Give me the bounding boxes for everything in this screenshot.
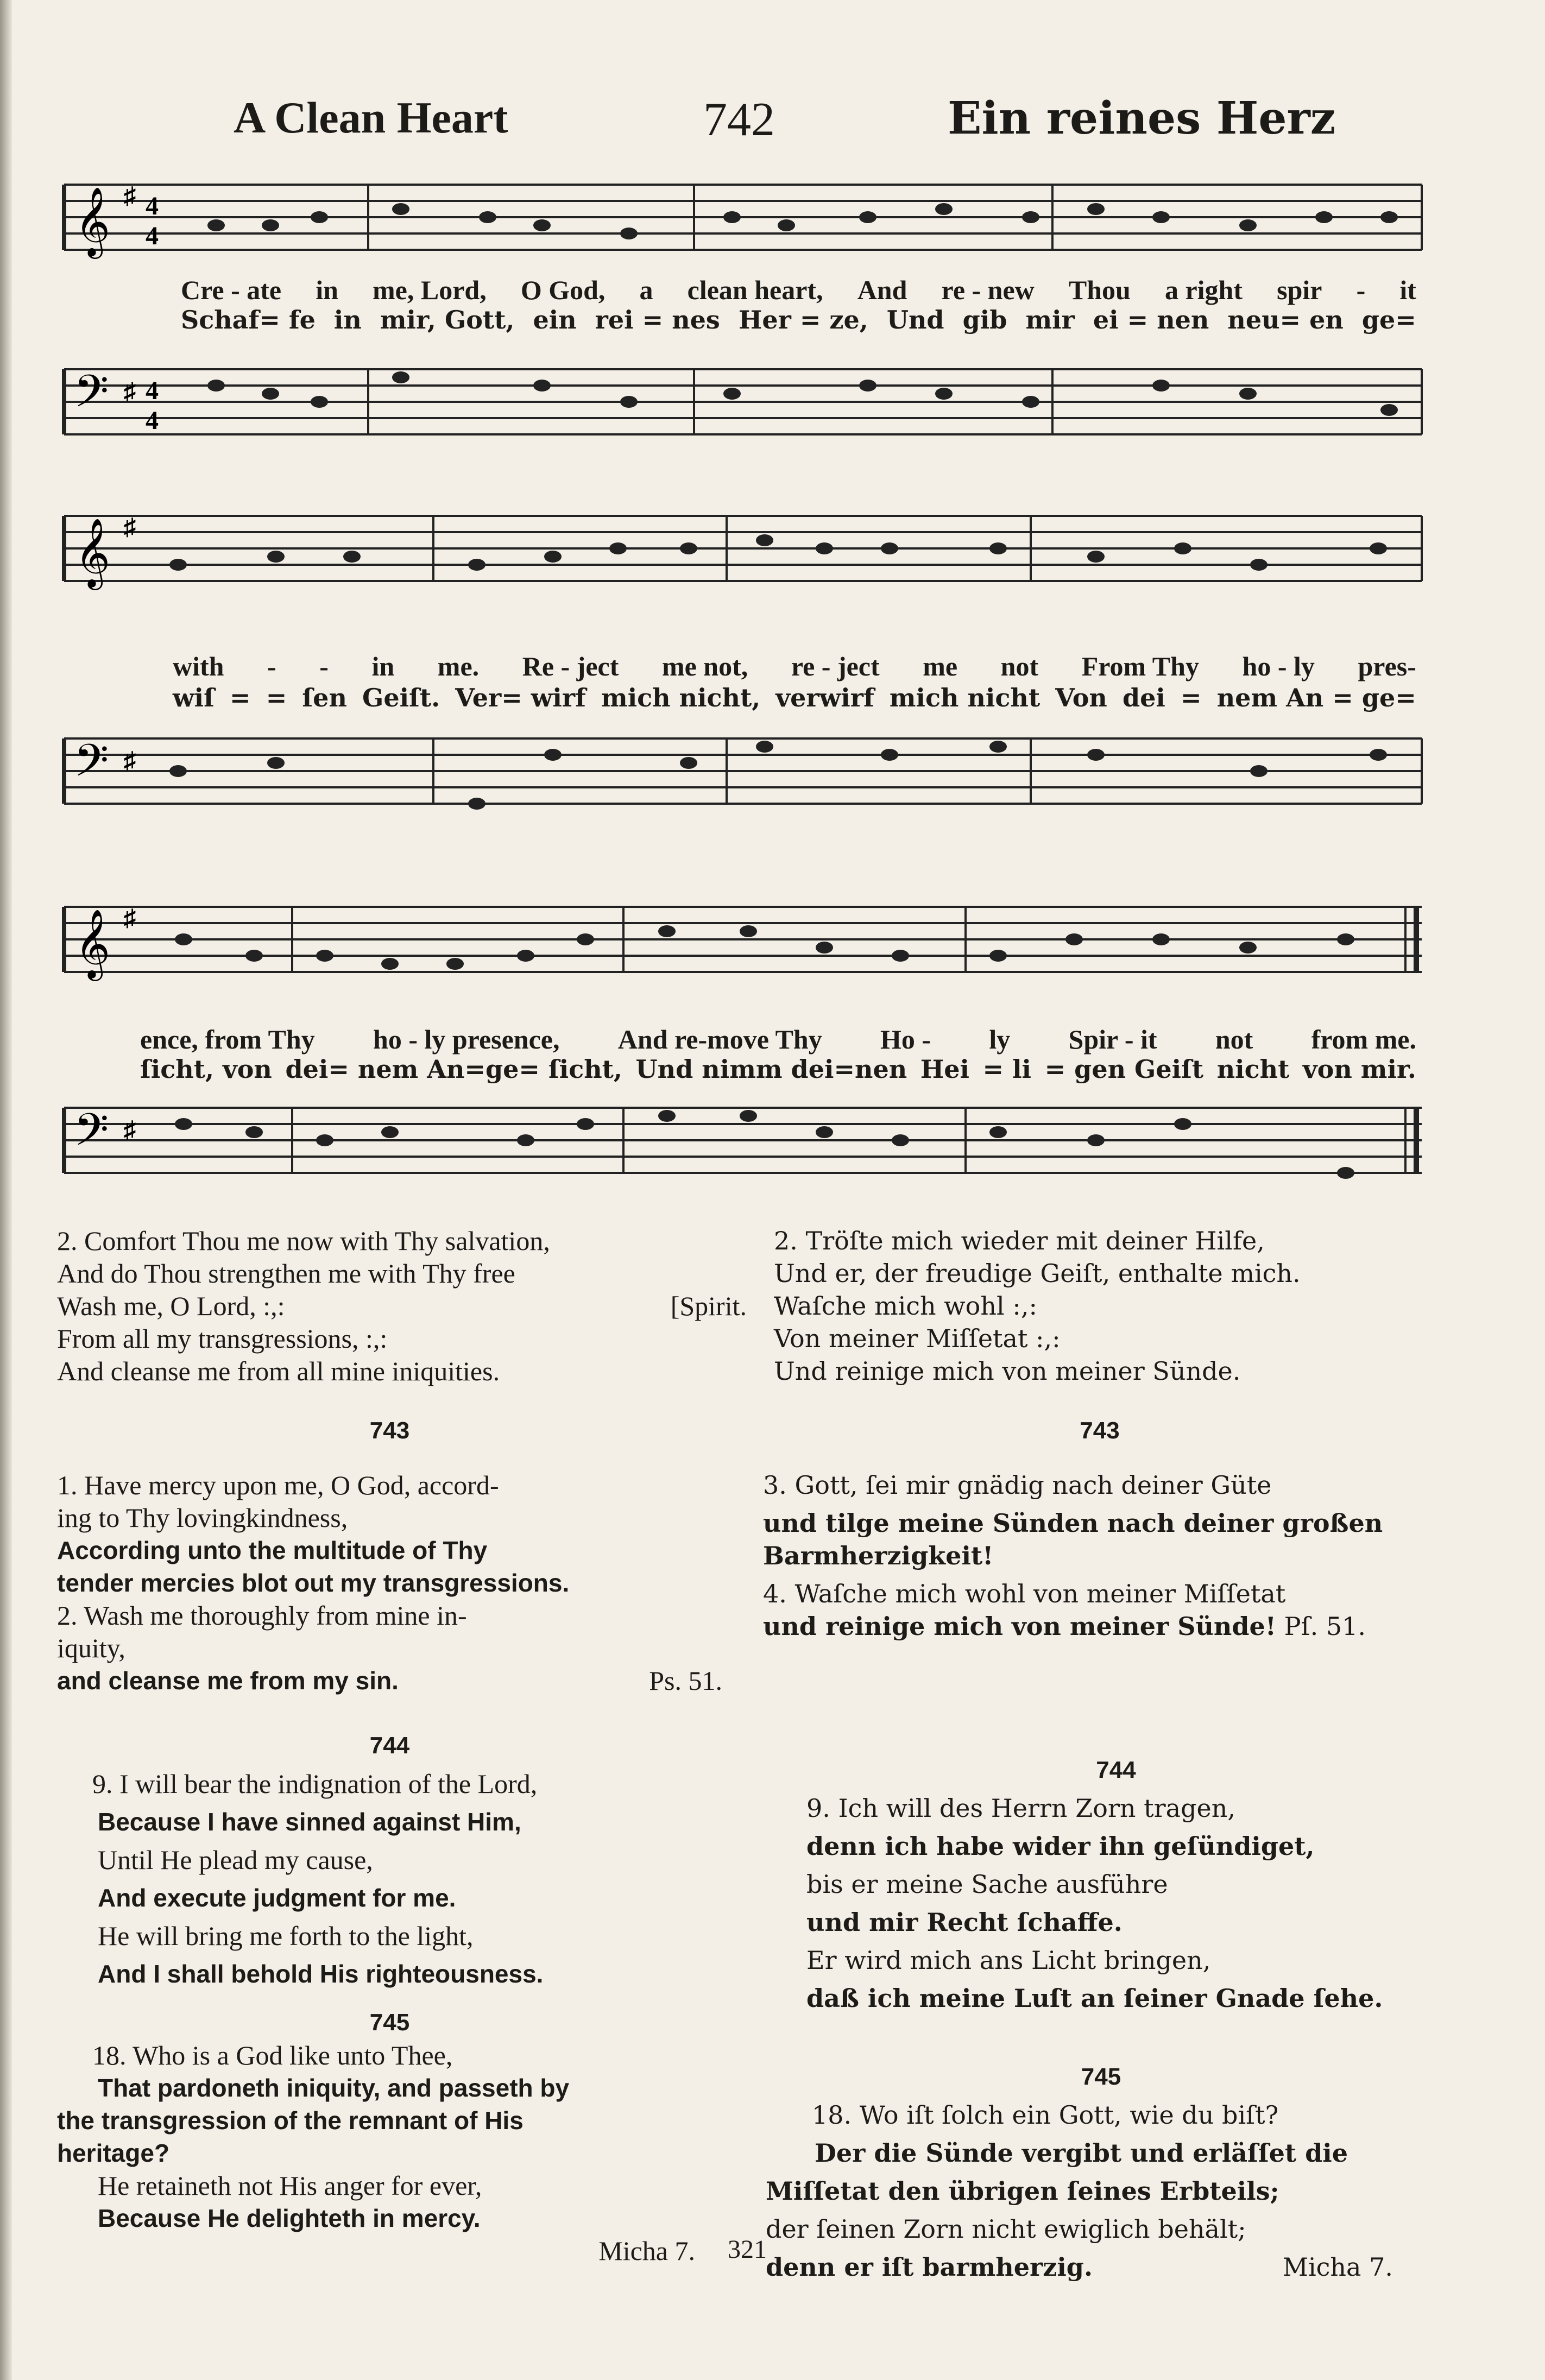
svg-text:♯: ♯ <box>124 1116 136 1143</box>
reading-745-german: 745 18. Wo iſt ſolch ein Gott, wie du biſt? Der die Sünde vergibt und erläſſet die Miſſetat den übrigen ſeines Erbteils; der ſeinen Zorn nicht ewiglich behält; denn er iſt barmherzig. Micha 7. <box>766 2058 1436 2286</box>
reading-745-english: 745 18. Who is a God like unto Thee, That pardoneth iniquity, and passeth by the transgression of the remnant of His heritage? He retaineth not His anger for ever, Because He delighteth in mercy. Micha 7. <box>57 2006 722 2267</box>
verse-742-german: 2. Tröſte mich wieder mit deiner Hilfe, Und er, der freudige Geiſt, enthalte mich. Waſche mich wohl :,: Von meiner Miſſetat :,: Und reinige mich von meiner Sünde. <box>774 1226 1301 1386</box>
bass-staff <box>64 358 1422 467</box>
svg-text:♯: ♯ <box>124 905 136 931</box>
music-system-2 <box>64 489 1422 842</box>
section-number: 745 <box>1081 2063 1121 2090</box>
svg-text:𝄞: 𝄞 <box>75 517 111 587</box>
music-system-1 <box>64 163 1422 478</box>
svg-text:4: 4 <box>146 376 159 405</box>
lyrics-de-line-3: ſicht, von dei= nem An=ge= ſicht, Und nimm dei=nen Hei = li = gen Geiſt nicht von mir. <box>140 1055 1416 1084</box>
section-number: 743 <box>1080 1417 1120 1444</box>
svg-text:4: 4 <box>146 406 159 435</box>
lyrics-en-line-3: ence, from Thy ho - ly presence, And re-move Thy Ho - ly Spir - it not from me. <box>140 1024 1416 1055</box>
svg-text:𝄞: 𝄞 <box>75 908 111 978</box>
lyrics-de-line-1: Schaf= fe in mir, Gott, ein rei = nes Her = ze, Und gib mir ei = nen neu= en ge= <box>181 305 1416 334</box>
hymn-title-english: A Clean Heart <box>234 93 508 142</box>
bass-staff <box>64 1097 1422 1205</box>
svg-text:𝄢: 𝄢 <box>74 734 109 798</box>
section-number: 743 <box>369 1417 410 1444</box>
treble-staff <box>64 885 1422 994</box>
music-system-3 <box>64 874 1422 1211</box>
treble-staff <box>64 174 1422 272</box>
reading-744-german: 744 9. Ich will des Herrn Zorn tragen, denn ich habe wider ihn geſündiget, bis er meine Sache ausführe und mir Recht ſchaffe. Er wird mich ans Licht bringen, daß ich meine Luſt an ſeiner Gnade ſehe. <box>782 1751 1450 2017</box>
svg-text:4: 4 <box>146 192 159 220</box>
hymn-number: 742 <box>703 93 775 146</box>
lyrics-en-line-1: Cre - ate in me, Lord, O God, a clean heart, And re - new Thou a right spir - it <box>181 275 1416 305</box>
bass-staff <box>64 728 1422 836</box>
svg-text:𝄢: 𝄢 <box>74 1103 109 1167</box>
reading-743-english: 743 1. Have mercy upon me, O God, accord- ing to Thy lovingkindness, According unto the multitude of Thy tender mercies blot out my transgressions. 2. Wash me thoroughly from mine in- iquity, and cleanse me from my sin. Ps. 51. <box>57 1415 722 1697</box>
svg-text:♯: ♯ <box>124 378 136 405</box>
page-binding-shadow <box>0 0 12 2380</box>
lyrics-de-line-2: wiſ = = ſen Geiſt. Ver= wirf mich nicht, verwirf mich nicht Von dei = nem An = ge= <box>173 683 1416 712</box>
svg-text:♯: ♯ <box>124 514 136 540</box>
page-number: 321 <box>728 2235 767 2264</box>
svg-text:♯: ♯ <box>124 747 136 774</box>
svg-text:𝄢: 𝄢 <box>74 365 109 428</box>
reading-744-english: 744 9. I will bear the indignation of the Lord, Because I have sinned against Him, Until He plead my cause, And execute judgment for me. He will bring me forth to the light, And I shall behold His righteousness. <box>57 1727 722 1993</box>
svg-text:♯: ♯ <box>124 182 136 209</box>
svg-text:𝄞: 𝄞 <box>75 186 111 256</box>
hymn-title-german: Ein reines Herz <box>948 92 1336 144</box>
lyrics-en-line-2: with - - in me. Re - ject me not, re - ject me not From Thy ho - ly pres- <box>173 651 1416 681</box>
section-number: 744 <box>369 1732 410 1759</box>
treble-staff <box>64 505 1422 603</box>
section-number: 744 <box>1096 1757 1136 1783</box>
verse-742-english: 2. Comfort Thou me now with Thy salvation, And do Thou strengthen me with Thy free Wash me, O Lord, :,: [Spirit. From all my transgressions, :,: And cleanse me from all mine iniquities. <box>57 1226 747 1386</box>
svg-text:4: 4 <box>146 222 159 250</box>
reading-743-german: 743 3. Gott, ſei mir gnädig nach deiner Güte und tilge meine Sünden nach deiner großen Barmherzigkeit! 4. Waſche mich wohl von meiner Miſſetat und reinige mich von meiner Sünde! Pſ. 51. <box>763 1415 1436 1643</box>
section-number: 745 <box>369 2009 410 2036</box>
